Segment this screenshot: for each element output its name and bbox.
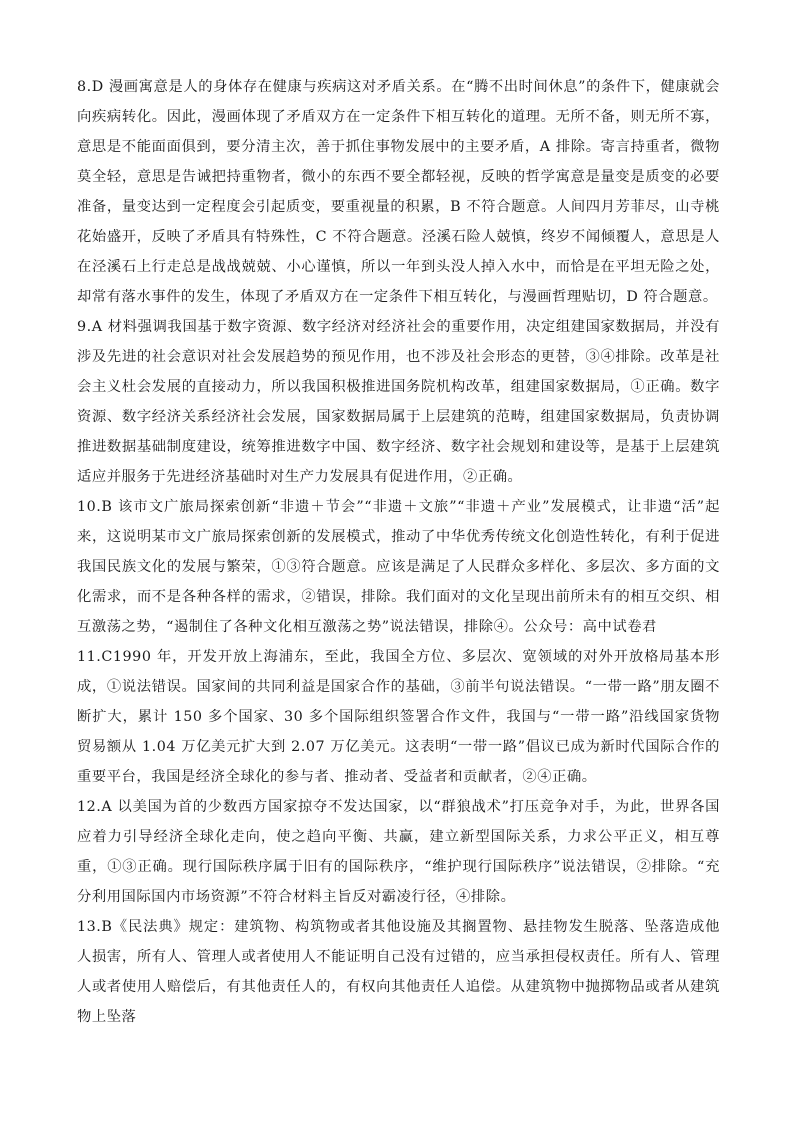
answer-text: 1990 年，开发开放上海浦东，至此，我国全方位、多层次、宽领域的对外开放格局基本形成，①说法错误。国家间的共同利益是国家合作的基础，③前半句说法错误。“一带一路”朋友圈不断扩大，累计 150 多个国家、30 多个国际组织签署合作文件，我国与“一带一路”沿线国家货物贸易额从 1.04 万亿美元扩大到 2.07 万亿美元。这表明“一带一路”倡议已成为新时代国际合作的重要平台，我国是经济全球化的参与者、推动者、受益者和贡献者，②④正确。 <box>77 649 720 785</box>
answer-text: 《民法典》规定：建筑物、构筑物或者其他设施及其搁置物、悬挂物发生脱落、坠落造成他人损害，所有人、管理人或者使用人不能证明自己没有过错的，应当承担侵权责任。所有人、管理人或者使用人赔偿后，有其他责任人的，有权向其他责任人追偿。从建筑物中抛掷物品或者从建筑物上坠落 <box>77 919 720 1025</box>
answer-8 <box>77 72 720 312</box>
answer-10 <box>77 492 720 642</box>
answer-13 <box>77 912 720 1032</box>
answer-text: 漫画寓意是人的身体存在健康与疾病这对矛盾关系。在“腾不出时间休息”的条件下，健康就会向疾病转化。因此，漫画体现了矛盾双方在一定条件下相互转化的道理。无所不备，则无所不寡，意思是不能面面俱到，要分清主次，善于抓住事物发展中的主要矛盾，A 排除。寄言持重者，微物莫全轻，意思是告诫把持重物者，微小的东西不要全都轻视，反映的哲学寓意是量变是质变的必要准备，量变达到一定程度会引起质变，要重视量的积累，B 不符合题意。人间四月芳菲尽，山寺桃花始盛开，反映了矛盾具有特殊性，C 不符合题意。泾溪石险人兢慎，终岁不闻倾覆人，意思是人在泾溪石上行走总是战战兢兢、小心谨慎，所以一年到头没人掉入水中，而恰是在平坦无险之处，却常有落水事件的发生，体现了矛盾双方在一定条件下相互转化，与漫画哲理贴切，D 符合题意。 <box>77 79 720 305</box>
answer-text: 该市文广旅局探索创新“非遗＋节会”“非遗＋文旅”“非遗＋产业”发展模式，让非遗“活”起来，这说明某市文广旅局探索创新的发展模式，推动了中华优秀传统文化创造性转化，有利于促进我国民族文化的发展与繁荣，①③符合题意。应该是满足了人民群众多样化、多层次、多方面的文化需求，而不是各种各样的需求，②错误，排除。我们面对的文化呈现出前所未有的相互交织、相互激荡之势，“遏制住了各种文化相互激荡之势”说法错误，排除④。公众号：高中试卷君 <box>77 499 720 635</box>
answer-11 <box>77 642 720 792</box>
answer-number: 12.A <box>77 799 113 815</box>
answer-explanations <box>77 72 720 1032</box>
answer-number: 10.B <box>77 499 113 515</box>
answer-number: 13.B <box>77 919 113 935</box>
answer-number: 8.D <box>77 79 104 95</box>
answer-text: 以美国为首的少数西方国家掠夺不发达国家，以“群狼战术”打压竞争对手，为此，世界各国应着力引导经济全球化走向，使之趋向平衡、共赢，建立新型国际关系，力求公平正义，相互尊重，①③正确。现行国际秩序属于旧有的国际秩序，“维护现行国际秩序”说法错误，②排除。“充分利用国际国内市场资源”不符合材料主旨反对霸凌行径，④排除。 <box>77 799 720 905</box>
answer-number: 9.A <box>77 319 103 335</box>
answer-12 <box>77 792 720 912</box>
answer-number: 11.C <box>77 649 113 665</box>
answer-text: 材料强调我国基于数字资源、数字经济对经济社会的重要作用，决定组建国家数据局，并没有涉及先进的社会意识对社会发展趋势的预见作用，也不涉及社会形态的更替，③④排除。改革是社会主义杜会发展的直接动力，所以我国积极推进国务院机构改革，组建国家数据局，①正确。数字资源、数字经济关系经济社会发展，国家数据局属于上层建筑的范畴，组建国家数据局，负责协调推进数据基础制度建设，统筹推进数字中国、数字经济、数字社会规划和建设等，是基于上层建筑适应并服务于先进经济基础时对生产力发展具有促进作用，②正确。 <box>77 319 720 485</box>
answer-9 <box>77 312 720 492</box>
